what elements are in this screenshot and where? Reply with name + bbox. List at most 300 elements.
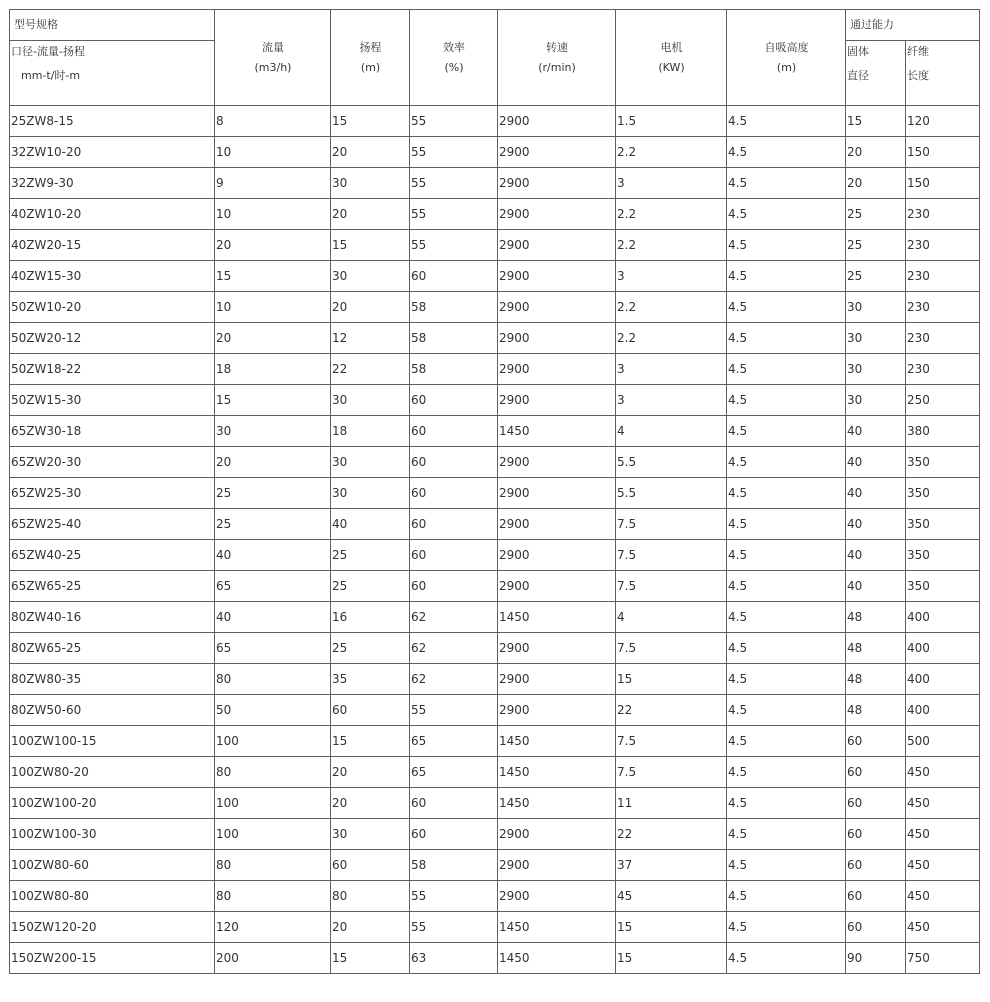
cell-efficiency: 60 (410, 478, 498, 509)
table-row (10, 788, 980, 819)
cell-fiber-length: 350 (906, 478, 980, 509)
cell-motor: 7.5 (616, 633, 727, 664)
cell-speed: 2900 (498, 447, 616, 478)
table-row (10, 137, 980, 168)
cell-motor: 15 (616, 943, 727, 974)
cell-speed: 2900 (498, 633, 616, 664)
table-row (10, 664, 980, 695)
cell-model: 150ZW120-20 (10, 912, 215, 943)
cell-speed: 2900 (498, 323, 616, 354)
cell-efficiency: 60 (410, 509, 498, 540)
cell-solid-diameter: 40 (846, 509, 906, 540)
cell-solid-diameter: 48 (846, 633, 906, 664)
table-row (10, 416, 980, 447)
table-row (10, 447, 980, 478)
cell-efficiency: 58 (410, 323, 498, 354)
header-fiber-length (906, 41, 980, 106)
cell-motor: 11 (616, 788, 727, 819)
cell-solid-diameter: 60 (846, 850, 906, 881)
cell-efficiency: 55 (410, 137, 498, 168)
spec-table-container (9, 9, 980, 974)
cell-solid-diameter: 48 (846, 664, 906, 695)
cell-solid-diameter: 30 (846, 354, 906, 385)
cell-head: 60 (331, 695, 410, 726)
cell-motor: 1.5 (616, 106, 727, 137)
cell-flow: 18 (215, 354, 331, 385)
table-row (10, 106, 980, 137)
cell-flow: 15 (215, 385, 331, 416)
cell-speed: 2900 (498, 137, 616, 168)
table-row (10, 726, 980, 757)
cell-solid-diameter: 40 (846, 571, 906, 602)
header-efficiency (410, 10, 498, 106)
cell-head: 40 (331, 509, 410, 540)
cell-speed: 2900 (498, 695, 616, 726)
cell-flow: 20 (215, 447, 331, 478)
cell-efficiency: 55 (410, 168, 498, 199)
cell-flow: 80 (215, 757, 331, 788)
table-row (10, 292, 980, 323)
cell-fiber-length: 750 (906, 943, 980, 974)
cell-fiber-length: 350 (906, 447, 980, 478)
header-efficiency-unit: (%) (444, 60, 464, 74)
cell-head: 25 (331, 571, 410, 602)
table-row (10, 850, 980, 881)
table-row (10, 385, 980, 416)
header-solid-2: 直径 (847, 69, 869, 82)
cell-fiber-length: 230 (906, 354, 980, 385)
header-suction-unit: (m) (776, 60, 797, 74)
cell-efficiency: 55 (410, 230, 498, 261)
cell-flow: 30 (215, 416, 331, 447)
cell-model: 100ZW100-15 (10, 726, 215, 757)
table-row (10, 199, 980, 230)
header-flow-unit: (m3/h) (254, 60, 292, 74)
cell-solid-diameter: 30 (846, 292, 906, 323)
cell-suction: 4.5 (727, 540, 846, 571)
cell-model: 32ZW9-30 (10, 168, 215, 199)
cell-speed: 2900 (498, 292, 616, 323)
cell-suction: 4.5 (727, 261, 846, 292)
table-row (10, 943, 980, 974)
cell-model: 50ZW18-22 (10, 354, 215, 385)
cell-flow: 100 (215, 819, 331, 850)
cell-head: 25 (331, 633, 410, 664)
cell-model: 65ZW40-25 (10, 540, 215, 571)
cell-efficiency: 65 (410, 757, 498, 788)
cell-motor: 45 (616, 881, 727, 912)
cell-fiber-length: 400 (906, 633, 980, 664)
table-row (10, 571, 980, 602)
cell-suction: 4.5 (727, 137, 846, 168)
cell-head: 15 (331, 106, 410, 137)
cell-solid-diameter: 20 (846, 168, 906, 199)
table-row (10, 323, 980, 354)
cell-solid-diameter: 30 (846, 385, 906, 416)
cell-head: 15 (331, 943, 410, 974)
cell-head: 15 (331, 230, 410, 261)
cell-fiber-length: 250 (906, 385, 980, 416)
header-model-sub1: 口径-流量-扬程 (11, 45, 85, 58)
cell-suction: 4.5 (727, 695, 846, 726)
cell-suction: 4.5 (727, 199, 846, 230)
header-efficiency-label: 效率 (443, 40, 465, 54)
cell-flow: 100 (215, 788, 331, 819)
cell-flow: 40 (215, 540, 331, 571)
cell-solid-diameter: 48 (846, 695, 906, 726)
cell-suction: 4.5 (727, 602, 846, 633)
cell-suction: 4.5 (727, 323, 846, 354)
table-row (10, 478, 980, 509)
cell-flow: 10 (215, 292, 331, 323)
cell-suction: 4.5 (727, 478, 846, 509)
cell-model: 100ZW100-30 (10, 819, 215, 850)
cell-flow: 200 (215, 943, 331, 974)
cell-model: 40ZW20-15 (10, 230, 215, 261)
cell-fiber-length: 230 (906, 261, 980, 292)
cell-efficiency: 55 (410, 881, 498, 912)
cell-solid-diameter: 25 (846, 230, 906, 261)
cell-motor: 7.5 (616, 726, 727, 757)
cell-speed: 1450 (498, 416, 616, 447)
cell-head: 25 (331, 540, 410, 571)
cell-flow: 80 (215, 850, 331, 881)
cell-head: 30 (331, 168, 410, 199)
cell-motor: 7.5 (616, 571, 727, 602)
cell-solid-diameter: 60 (846, 881, 906, 912)
cell-motor: 2.2 (616, 230, 727, 261)
cell-suction: 4.5 (727, 571, 846, 602)
header-solid-1: 固体 (847, 45, 869, 58)
cell-speed: 2900 (498, 881, 616, 912)
cell-head: 60 (331, 850, 410, 881)
cell-model: 65ZW25-40 (10, 509, 215, 540)
cell-head: 30 (331, 819, 410, 850)
cell-efficiency: 63 (410, 943, 498, 974)
header-solid-diameter (846, 41, 906, 106)
cell-speed: 2900 (498, 571, 616, 602)
cell-solid-diameter: 60 (846, 788, 906, 819)
header-motor-label: 电机 (660, 40, 683, 54)
cell-head: 12 (331, 323, 410, 354)
cell-fiber-length: 230 (906, 292, 980, 323)
cell-fiber-length: 450 (906, 757, 980, 788)
cell-speed: 2900 (498, 168, 616, 199)
cell-speed: 2900 (498, 509, 616, 540)
cell-flow: 9 (215, 168, 331, 199)
cell-motor: 22 (616, 819, 727, 850)
cell-solid-diameter: 40 (846, 416, 906, 447)
cell-flow: 15 (215, 261, 331, 292)
table-body (10, 106, 980, 974)
cell-efficiency: 60 (410, 385, 498, 416)
cell-fiber-length: 230 (906, 323, 980, 354)
cell-flow: 20 (215, 230, 331, 261)
cell-suction: 4.5 (727, 416, 846, 447)
cell-head: 16 (331, 602, 410, 633)
header-speed-label: 转速 (546, 40, 568, 54)
cell-model: 80ZW80-35 (10, 664, 215, 695)
table-row (10, 540, 980, 571)
table-row (10, 230, 980, 261)
cell-motor: 5.5 (616, 447, 727, 478)
cell-suction: 4.5 (727, 819, 846, 850)
cell-suction: 4.5 (727, 106, 846, 137)
table-row (10, 633, 980, 664)
cell-efficiency: 58 (410, 850, 498, 881)
cell-solid-diameter: 25 (846, 261, 906, 292)
cell-model: 50ZW10-20 (10, 292, 215, 323)
cell-speed: 2900 (498, 819, 616, 850)
cell-model: 100ZW80-20 (10, 757, 215, 788)
cell-suction: 4.5 (727, 385, 846, 416)
cell-model: 150ZW200-15 (10, 943, 215, 974)
cell-model: 100ZW80-80 (10, 881, 215, 912)
cell-efficiency: 62 (410, 664, 498, 695)
cell-efficiency: 60 (410, 788, 498, 819)
cell-model: 65ZW65-25 (10, 571, 215, 602)
cell-motor: 2.2 (616, 199, 727, 230)
cell-efficiency: 55 (410, 695, 498, 726)
table-row (10, 695, 980, 726)
cell-speed: 1450 (498, 757, 616, 788)
cell-flow: 25 (215, 478, 331, 509)
cell-solid-diameter: 40 (846, 540, 906, 571)
cell-solid-diameter: 25 (846, 199, 906, 230)
cell-efficiency: 60 (410, 819, 498, 850)
cell-efficiency: 62 (410, 602, 498, 633)
cell-speed: 2900 (498, 354, 616, 385)
cell-flow: 25 (215, 509, 331, 540)
cell-flow: 65 (215, 633, 331, 664)
cell-suction: 4.5 (727, 881, 846, 912)
cell-model: 100ZW80-60 (10, 850, 215, 881)
cell-flow: 120 (215, 912, 331, 943)
cell-solid-diameter: 15 (846, 106, 906, 137)
cell-suction: 4.5 (727, 850, 846, 881)
cell-motor: 2.2 (616, 292, 727, 323)
header-motor (616, 10, 727, 106)
table-header (10, 10, 980, 106)
cell-motor: 7.5 (616, 757, 727, 788)
cell-head: 22 (331, 354, 410, 385)
cell-motor: 5.5 (616, 478, 727, 509)
table-row (10, 757, 980, 788)
cell-efficiency: 60 (410, 540, 498, 571)
cell-model: 65ZW30-18 (10, 416, 215, 447)
cell-model: 32ZW10-20 (10, 137, 215, 168)
cell-head: 30 (331, 385, 410, 416)
header-fiber-2: 长度 (907, 69, 929, 82)
cell-head: 30 (331, 261, 410, 292)
cell-head: 20 (331, 292, 410, 323)
table-row (10, 881, 980, 912)
cell-motor: 4 (616, 416, 727, 447)
cell-suction: 4.5 (727, 292, 846, 323)
header-suction (727, 10, 846, 106)
cell-flow: 50 (215, 695, 331, 726)
cell-fiber-length: 350 (906, 571, 980, 602)
cell-efficiency: 60 (410, 447, 498, 478)
cell-model: 40ZW15-30 (10, 261, 215, 292)
header-passing-capacity: 通过能力 (846, 10, 980, 41)
cell-head: 80 (331, 881, 410, 912)
cell-efficiency: 62 (410, 633, 498, 664)
cell-motor: 7.5 (616, 540, 727, 571)
cell-speed: 2900 (498, 540, 616, 571)
table-row (10, 261, 980, 292)
cell-suction: 4.5 (727, 664, 846, 695)
cell-speed: 2900 (498, 850, 616, 881)
cell-fiber-length: 450 (906, 881, 980, 912)
cell-motor: 22 (616, 695, 727, 726)
cell-fiber-length: 350 (906, 540, 980, 571)
cell-suction: 4.5 (727, 354, 846, 385)
cell-speed: 2900 (498, 106, 616, 137)
cell-efficiency: 58 (410, 292, 498, 323)
cell-speed: 1450 (498, 726, 616, 757)
header-flow-label: 流量 (262, 40, 284, 54)
cell-speed: 1450 (498, 943, 616, 974)
table-row (10, 168, 980, 199)
cell-head: 35 (331, 664, 410, 695)
header-fiber-1: 纤维 (907, 45, 929, 58)
header-head-label: 扬程 (359, 40, 382, 54)
cell-efficiency: 65 (410, 726, 498, 757)
cell-motor: 3 (616, 354, 727, 385)
cell-flow: 10 (215, 137, 331, 168)
cell-efficiency: 60 (410, 416, 498, 447)
cell-suction: 4.5 (727, 633, 846, 664)
cell-head: 15 (331, 726, 410, 757)
cell-flow: 8 (215, 106, 331, 137)
table-row (10, 602, 980, 633)
cell-solid-diameter: 20 (846, 137, 906, 168)
cell-speed: 2900 (498, 199, 616, 230)
cell-speed: 2900 (498, 478, 616, 509)
cell-speed: 2900 (498, 385, 616, 416)
cell-motor: 37 (616, 850, 727, 881)
cell-flow: 10 (215, 199, 331, 230)
cell-speed: 2900 (498, 261, 616, 292)
cell-suction: 4.5 (727, 943, 846, 974)
header-head (331, 10, 410, 106)
pump-spec-table (9, 9, 980, 974)
cell-model: 50ZW20-12 (10, 323, 215, 354)
table-row (10, 912, 980, 943)
cell-solid-diameter: 60 (846, 757, 906, 788)
cell-flow: 80 (215, 881, 331, 912)
header-speed (498, 10, 616, 106)
cell-motor: 4 (616, 602, 727, 633)
header-model-sub (10, 41, 215, 106)
cell-suction: 4.5 (727, 168, 846, 199)
cell-solid-diameter: 90 (846, 943, 906, 974)
cell-fiber-length: 150 (906, 137, 980, 168)
header-flow (215, 10, 331, 106)
cell-flow: 100 (215, 726, 331, 757)
cell-fiber-length: 400 (906, 664, 980, 695)
table-row (10, 354, 980, 385)
cell-speed: 2900 (498, 664, 616, 695)
cell-head: 30 (331, 478, 410, 509)
cell-fiber-length: 120 (906, 106, 980, 137)
cell-efficiency: 58 (410, 354, 498, 385)
cell-fiber-length: 350 (906, 509, 980, 540)
cell-suction: 4.5 (727, 912, 846, 943)
cell-head: 18 (331, 416, 410, 447)
cell-fiber-length: 400 (906, 695, 980, 726)
cell-speed: 1450 (498, 602, 616, 633)
cell-model: 80ZW40-16 (10, 602, 215, 633)
cell-efficiency: 60 (410, 571, 498, 602)
header-model-sub2: mm-t/时-m (21, 69, 81, 82)
cell-motor: 3 (616, 385, 727, 416)
cell-model: 80ZW65-25 (10, 633, 215, 664)
cell-suction: 4.5 (727, 726, 846, 757)
cell-model: 65ZW25-30 (10, 478, 215, 509)
header-model-title: 型号规格 (10, 10, 215, 41)
cell-flow: 40 (215, 602, 331, 633)
cell-motor: 2.2 (616, 137, 727, 168)
header-speed-unit: (r/min) (538, 60, 576, 74)
cell-motor: 2.2 (616, 323, 727, 354)
header-suction-label: 自吸高度 (764, 40, 809, 54)
table-row (10, 509, 980, 540)
cell-flow: 80 (215, 664, 331, 695)
cell-model: 80ZW50-60 (10, 695, 215, 726)
cell-model: 65ZW20-30 (10, 447, 215, 478)
cell-efficiency: 60 (410, 261, 498, 292)
cell-fiber-length: 400 (906, 602, 980, 633)
cell-suction: 4.5 (727, 447, 846, 478)
cell-suction: 4.5 (727, 757, 846, 788)
cell-fiber-length: 450 (906, 912, 980, 943)
cell-suction: 4.5 (727, 509, 846, 540)
cell-model: 50ZW15-30 (10, 385, 215, 416)
cell-solid-diameter: 60 (846, 819, 906, 850)
cell-model: 25ZW8-15 (10, 106, 215, 137)
header-head-unit: (m) (360, 60, 381, 74)
cell-head: 20 (331, 912, 410, 943)
cell-fiber-length: 230 (906, 199, 980, 230)
cell-speed: 1450 (498, 788, 616, 819)
cell-solid-diameter: 40 (846, 447, 906, 478)
cell-fiber-length: 380 (906, 416, 980, 447)
cell-motor: 3 (616, 261, 727, 292)
cell-head: 20 (331, 137, 410, 168)
cell-fiber-length: 450 (906, 788, 980, 819)
cell-head: 30 (331, 447, 410, 478)
cell-fiber-length: 150 (906, 168, 980, 199)
cell-speed: 1450 (498, 912, 616, 943)
cell-solid-diameter: 48 (846, 602, 906, 633)
cell-fiber-length: 450 (906, 819, 980, 850)
cell-motor: 15 (616, 664, 727, 695)
cell-flow: 20 (215, 323, 331, 354)
cell-solid-diameter: 40 (846, 478, 906, 509)
cell-head: 20 (331, 757, 410, 788)
cell-fiber-length: 230 (906, 230, 980, 261)
cell-model: 100ZW100-20 (10, 788, 215, 819)
cell-model: 40ZW10-20 (10, 199, 215, 230)
cell-efficiency: 55 (410, 912, 498, 943)
cell-fiber-length: 450 (906, 850, 980, 881)
cell-suction: 4.5 (727, 788, 846, 819)
cell-suction: 4.5 (727, 230, 846, 261)
table-row (10, 819, 980, 850)
cell-fiber-length: 500 (906, 726, 980, 757)
